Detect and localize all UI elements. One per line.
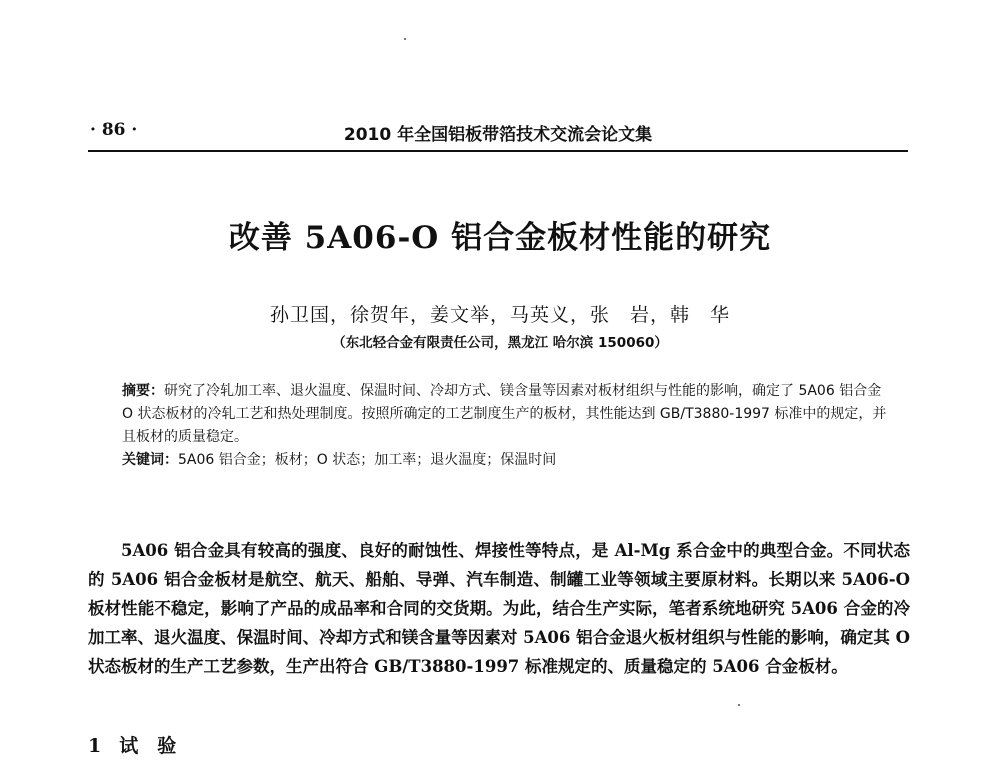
scan-speck <box>404 38 406 40</box>
abstract-label: 摘要： <box>122 383 164 399</box>
intro-paragraph <box>88 536 910 681</box>
page-number: · 86 · <box>90 120 138 140</box>
running-header <box>88 118 908 152</box>
keywords-label: 关键词： <box>122 452 178 468</box>
intro-paragraph-text: 5A06 铝合金具有较高的强度、良好的耐蚀性、焊接性等特点，是 Al-Mg 系合金中的典型合金。不同状态的 5A06 铝合金板材是航空、航天、船舶、导弹、汽车制造、制罐工业等领域主要原材料。长期以来 5A06-O 板材性能不稳定，影响了产品的成品率和合同的交货期。为此，结合生产实际，笔者系统地研究 5A06 合金的冷加工率、退火温度、保温时间、冷却方式和镁含量等因素对 5A06 铝合金退火板材组织与性能的影响，确定其 O 状态板材的生产工艺参数，生产出符合 GB/T3880-1997 标准规定的、质量稳定的 5A06 合金板材。 <box>88 541 910 676</box>
abstract-block <box>122 380 892 472</box>
abstract-text: 研究了冷轧加工率、退火温度、保温时间、冷却方式、镁含量等因素对板材组织与性能的影响，确定了 5A06 铝合金 O 状态板材的冷轧工艺和热处理制度。按照所确定的工艺制度生产的板材，其性能达到 GB/T3880-1997 标准中的规定，并且板材的质量稳定。 <box>122 383 887 445</box>
affiliation: （东北轻合金有限责任公司，黑龙江 哈尔滨 150060） <box>332 335 668 351</box>
journal-title: 2010 年全国铝板带箔技术交流会论文集 <box>343 125 653 145</box>
section-title: 试 验 <box>119 735 177 757</box>
abstract-paragraph <box>122 380 892 449</box>
scan-speck <box>738 704 740 706</box>
keywords-text: 5A06 铝合金；板材；O 状态；加工率；退火温度；保温时间 <box>178 452 557 468</box>
section-number: 1 <box>88 735 102 757</box>
author-list: 孙卫国，徐贺年，姜文举，马英义，张 岩，韩 华 <box>269 304 730 326</box>
section-heading <box>88 731 176 758</box>
article-title: 改善 5A06-O 铝合金板材性能的研究 <box>228 220 772 256</box>
keywords-line <box>122 449 892 472</box>
